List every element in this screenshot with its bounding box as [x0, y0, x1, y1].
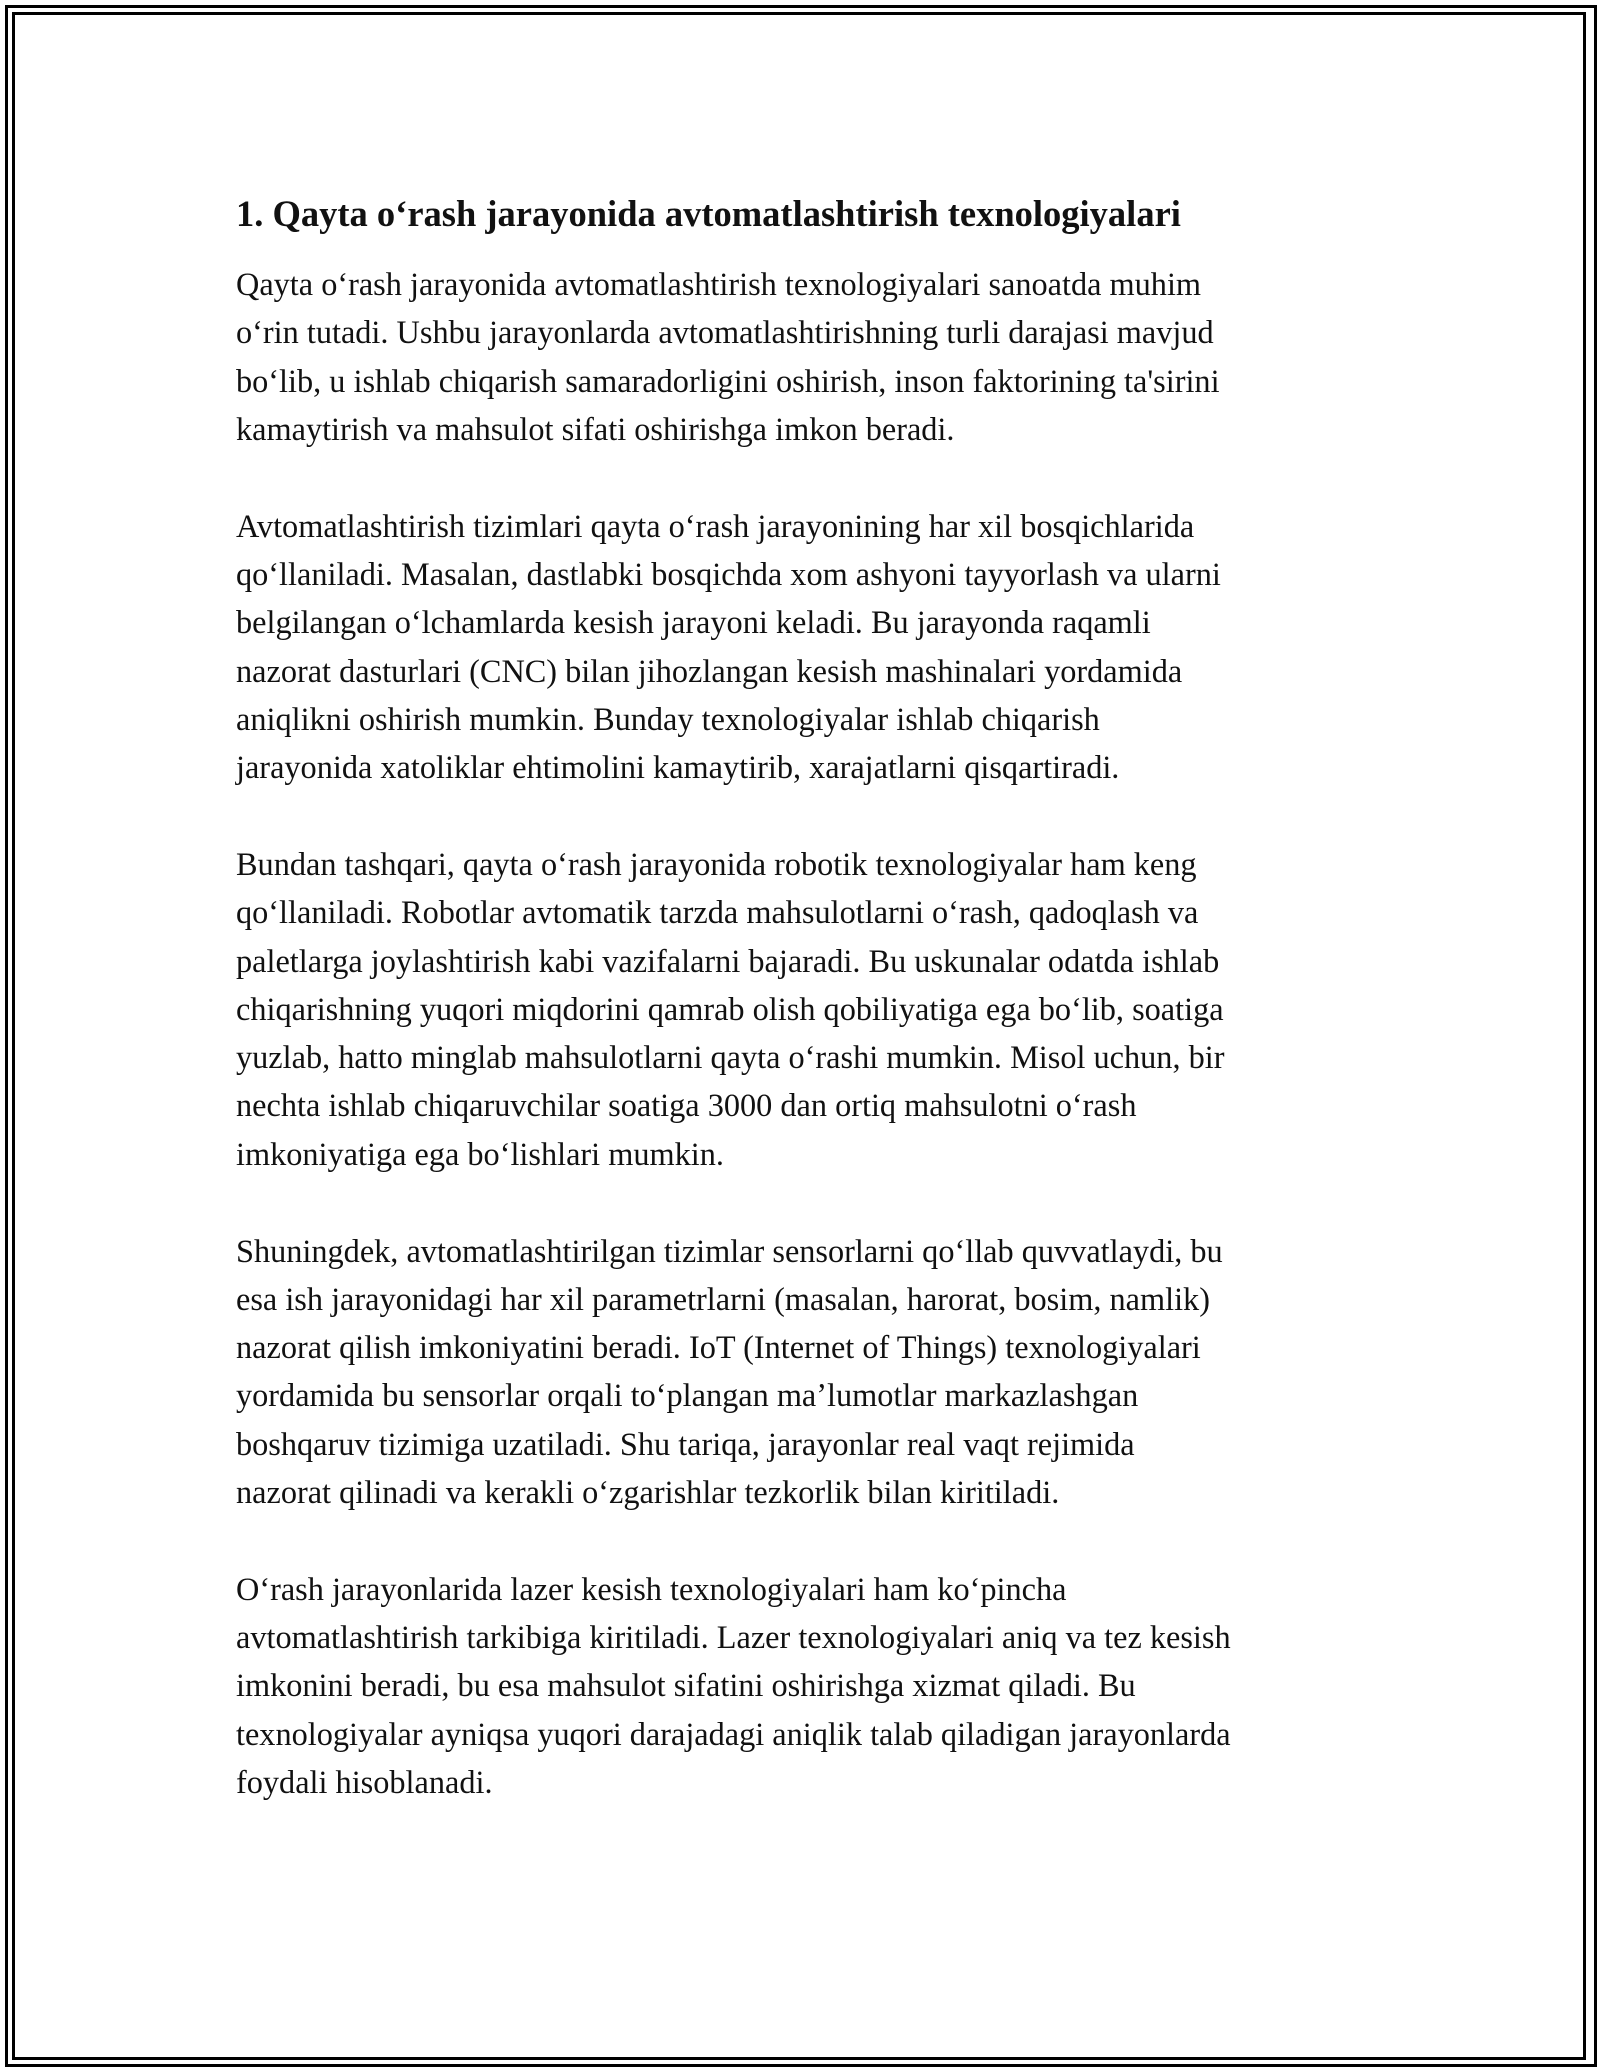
paragraph-line: qoʻllaniladi. Masalan, dastlabki bosqichda xom ashyoni tayyorlash va ularni — [236, 555, 1221, 592]
paragraph-line: Oʻrash jarayonlarida lazer kesish texnologiyalari ham koʻpincha — [236, 1570, 1067, 1607]
paragraph-line: qoʻllaniladi. Robotlar avtomatik tarzda mahsulotlarni oʻrash, qadoqlash va — [236, 894, 1199, 931]
paragraph-sensors — [236, 1227, 1366, 1517]
paragraph-line: chiqarishning yuqori miqdorini qamrab olish qobiliyatiga ega boʻlib, soatiga — [236, 990, 1224, 1027]
section-heading: 1. Qayta oʻrash jarayonida avtomatlashtirish texnologiyalari — [236, 193, 1181, 234]
paragraph-line: nechta ishlab chiqaruvchilar soatiga 3000 dan ortiq mahsulotni oʻrash — [236, 1087, 1137, 1124]
paragraph-robotics — [236, 840, 1366, 1178]
paragraph-line: nazorat qilinadi va kerakli oʻzgarishlar tezkorlik bilan kiritiladi. — [236, 1474, 1060, 1511]
paragraph-line: yuzlab, hatto minglab mahsulotlarni qayta oʻrashi mumkin. Misol uchun, bir — [236, 1039, 1225, 1076]
document-content — [236, 190, 1366, 1855]
paragraph-line: nazorat dasturlari (CNC) bilan jihozlangan kesish mashinalari yordamida — [236, 652, 1183, 689]
paragraph-line: foydali hisoblanadi. — [236, 1764, 493, 1801]
paragraph-laser — [236, 1565, 1366, 1806]
paragraph-line: aniqlikni oshirish mumkin. Bunday texnologiyalar ishlab chiqarish — [236, 700, 1100, 737]
paragraph-line: jarayonida xatoliklar ehtimolini kamaytirib, xarajatlarni qisqartiradi. — [236, 749, 1120, 786]
paragraph-line: Shuningdek, avtomatlashtirilgan tizimlar sensorlarni qoʻllab quvvatlaydi, bu — [236, 1232, 1223, 1269]
paragraph-line: paletlarga joylashtirish kabi vazifalarni bajaradi. Bu uskunalar odatda ishlab — [236, 942, 1220, 979]
paragraph-line: imkoniyatiga ega boʻlishlari mumkin. — [236, 1135, 724, 1172]
paragraph-line: oʻrin tutadi. Ushbu jarayonlarda avtomatlashtirishning turli darajasi mavjud — [236, 314, 1214, 351]
paragraph-line: kamaytirish va mahsulot sifati oshirishga imkon beradi. — [236, 410, 955, 447]
paragraph-line: boʻlib, u ishlab chiqarish samaradorligini oshirish, inson faktorining ta'sirini — [236, 362, 1220, 399]
paragraph-line: Bundan tashqari, qayta oʻrash jarayonida robotik texnologiyalar ham keng — [236, 845, 1197, 882]
paragraph-line: imkonini beradi, bu esa mahsulot sifatini oshirishga xizmat qiladi. Bu — [236, 1667, 1136, 1704]
paragraph-cnc — [236, 502, 1366, 792]
paragraph-intro — [236, 260, 1366, 453]
paragraph-line: Avtomatlashtirish tizimlari qayta oʻrash jarayonining har xil bosqichlarida — [236, 507, 1195, 544]
paragraph-line: nazorat qilish imkoniyatini beradi. IoT (Internet of Things) texnologiyalari — [236, 1329, 1201, 1366]
paragraph-line: Qayta oʻrash jarayonida avtomatlashtirish texnologiyalari sanoatda muhim — [236, 266, 1202, 302]
paragraph-line: belgilangan oʻlchamlarda kesish jarayoni keladi. Bu jarayonda raqamli — [236, 604, 1151, 641]
paragraph-line: yordamida bu sensorlar orqali toʻplangan maʼlumotlar markazlashgan — [236, 1377, 1139, 1414]
paragraph-line: texnologiyalar ayniqsa yuqori darajadagi aniqlik talab qiladigan jarayonlarda — [236, 1715, 1231, 1752]
paragraph-line: esa ish jarayonidagi har xil parametrlarni (masalan, harorat, bosim, namlik) — [236, 1280, 1210, 1317]
paragraph-line: avtomatlashtirish tarkibiga kiritiladi. Lazer texnologiyalari aniq va tez kesish — [236, 1619, 1231, 1656]
paragraph-line: boshqaruv tizimiga uzatiladi. Shu tariqa, jarayonlar real vaqt rejimida — [236, 1425, 1135, 1462]
